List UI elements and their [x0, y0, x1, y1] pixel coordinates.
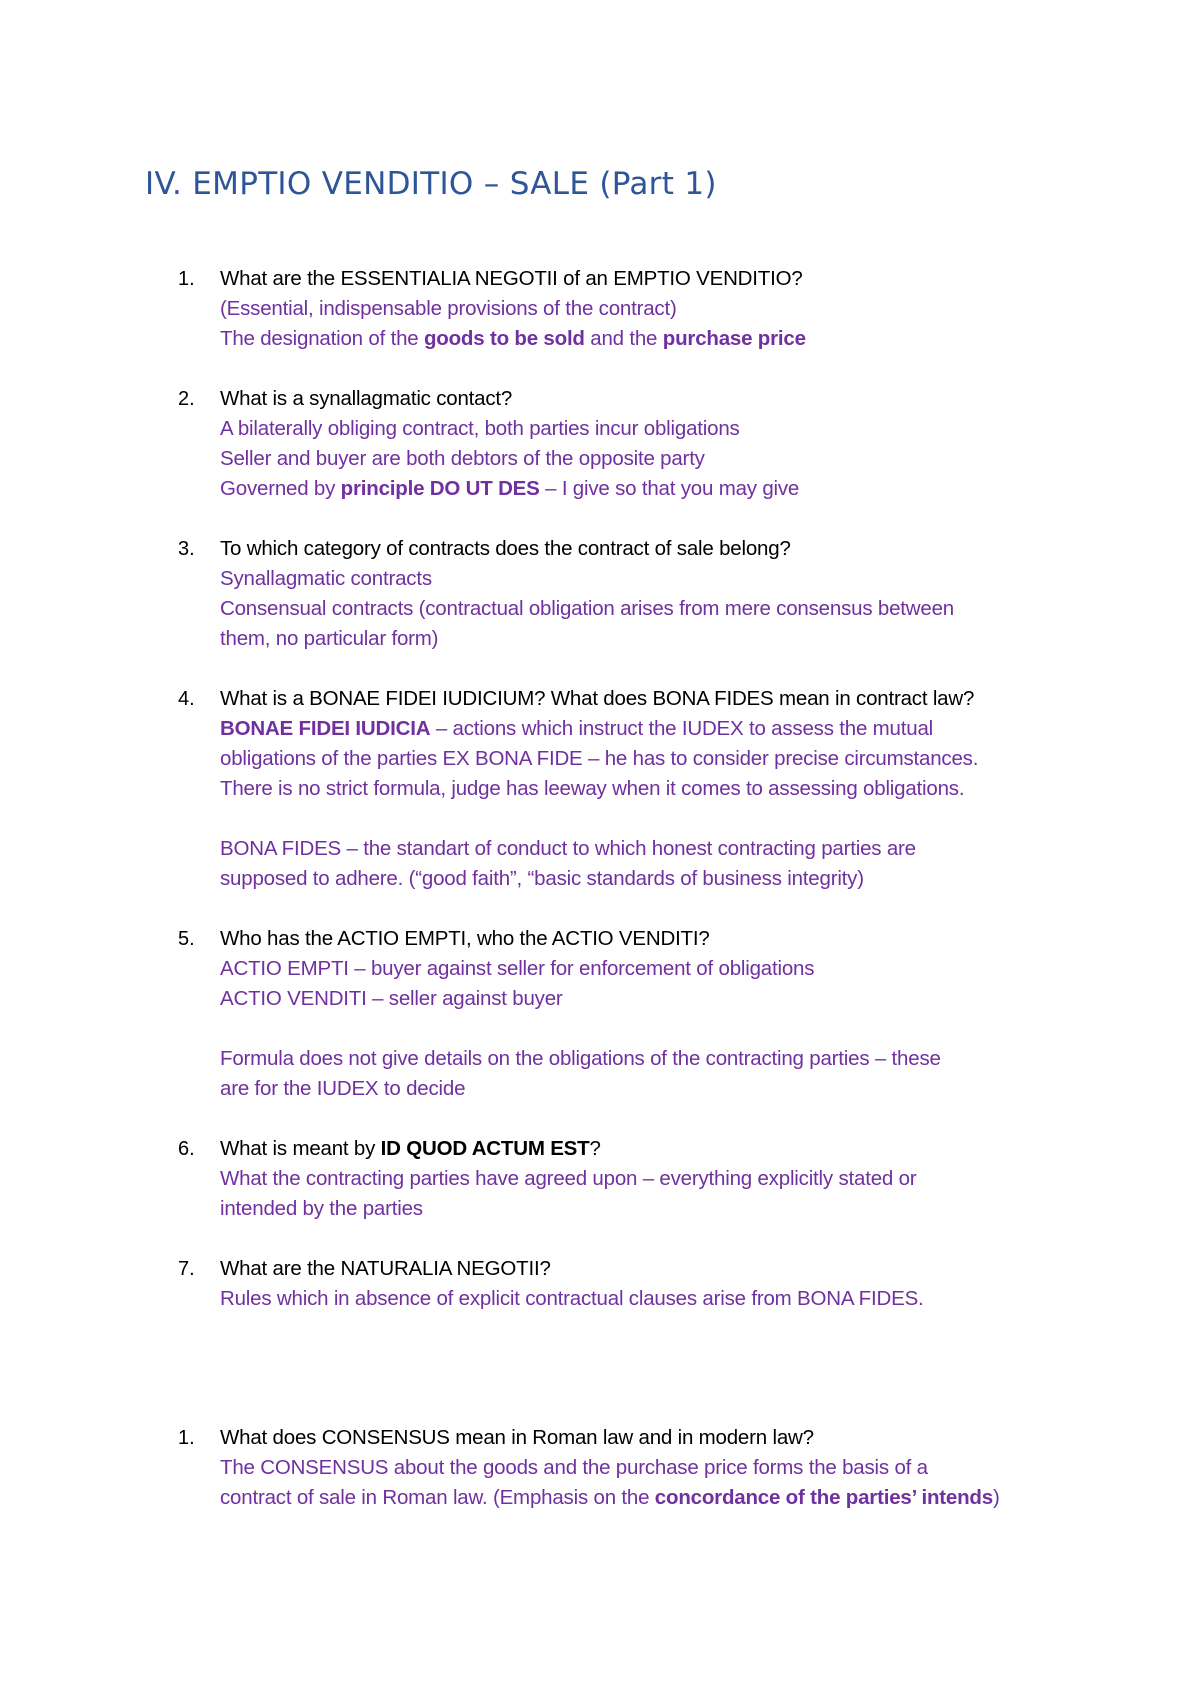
- answer-bold-text: purchase price: [662, 327, 806, 350]
- answer-line: Synallagmatic contracts: [220, 567, 432, 590]
- list-item-q3: [0, 534, 1200, 654]
- paragraph-gap: [220, 804, 1070, 834]
- question-text: What are the NATURALIA NEGOTII?: [220, 1257, 551, 1280]
- answer-text: and the: [584, 327, 663, 350]
- list-item-q4: [0, 684, 1200, 894]
- item-number: 4.: [178, 688, 195, 710]
- answer-text: – actions which instruct the IUDEX to assess the mutual: [430, 717, 933, 740]
- list-item-q6: [0, 1134, 1200, 1224]
- question-list: [0, 264, 1200, 1344]
- answer-line: ACTIO EMPTI – buyer against seller for enforcement of obligations: [220, 957, 815, 980]
- question-text: [220, 1134, 1070, 1164]
- answer-line: Formula does not give details on the obligations of the contracting parties – these: [220, 1047, 941, 1070]
- item-number: 1.: [178, 1427, 195, 1449]
- answer-line: BONA FIDES – the standart of conduct to which honest contracting parties are: [220, 837, 916, 860]
- item-number: 6.: [178, 1138, 195, 1160]
- answer-text: – I give so that you may give: [539, 477, 800, 500]
- list-item-q5: [0, 924, 1200, 1104]
- answer-line: [220, 324, 1070, 354]
- answer-line: A bilaterally obliging contract, both parties incur obligations: [220, 417, 740, 440]
- answer-line: [220, 474, 1070, 504]
- paragraph-gap: [220, 1014, 1070, 1044]
- question-text: What is a BONAE FIDEI IUDICIUM? What does BONA FIDES mean in contract law?: [220, 687, 975, 710]
- question-text: To which category of contracts does the contract of sale belong?: [220, 537, 791, 560]
- answer-line: supposed to adhere. (“good faith”, “basic standards of business integrity): [220, 867, 864, 890]
- answer-line: them, no particular form): [220, 627, 439, 650]
- question-text: What are the ESSENTIALIA NEGOTII of an EMPTIO VENDITIO?: [220, 267, 803, 290]
- item-number: 2.: [178, 388, 195, 410]
- answer-bold-text: BONAE FIDEI IUDICIA: [220, 717, 431, 740]
- answer-line: obligations of the parties EX BONA FIDE – he has to consider precise circumstances.: [220, 747, 979, 770]
- answer-line: The CONSENSUS about the goods and the purchase price forms the basis of a: [220, 1456, 928, 1479]
- answer-line: Rules which in absence of explicit contractual clauses arise from BONA FIDES.: [220, 1287, 924, 1310]
- page-title: IV. EMPTIO VENDITIO – SALE (Part 1): [145, 166, 717, 202]
- list-item-q2: [0, 384, 1200, 504]
- answer-bold-text: concordance of the parties’ intends: [654, 1486, 993, 1509]
- question-part: ?: [589, 1137, 601, 1160]
- list-item-q1: [0, 264, 1200, 354]
- answer-line: (Essential, indispensable provisions of the contract): [220, 297, 677, 320]
- answer-line: ACTIO VENDITI – seller against buyer: [220, 987, 563, 1010]
- answer-text: ): [992, 1486, 1000, 1509]
- item-number: 7.: [178, 1258, 195, 1280]
- answer-line: Seller and buyer are both debtors of the opposite party: [220, 447, 705, 470]
- question-part: What is meant by: [220, 1137, 381, 1160]
- answer-line: are for the IUDEX to decide: [220, 1077, 466, 1100]
- item-number: 3.: [178, 538, 195, 560]
- answer-text: The designation of the: [220, 327, 424, 350]
- answer-bold-text: principle DO UT DES: [340, 477, 540, 500]
- list-item-q7: [0, 1254, 1200, 1314]
- question-bold-part: ID QUOD ACTUM EST: [380, 1137, 590, 1160]
- answer-line: [220, 714, 1070, 744]
- question-text: Who has the ACTIO EMPTI, who the ACTIO VENDITI?: [220, 927, 710, 950]
- question-text: What does CONSENSUS mean in Roman law and in modern law?: [220, 1426, 814, 1449]
- second-question-list: [0, 1423, 1200, 1543]
- answer-line: [220, 1483, 1070, 1513]
- answer-line: There is no strict formula, judge has leeway when it comes to assessing obligations.: [220, 777, 965, 800]
- answer-line: What the contracting parties have agreed upon – everything explicitly stated or: [220, 1167, 917, 1190]
- answer-line: intended by the parties: [220, 1197, 423, 1220]
- answer-bold-text: goods to be sold: [423, 327, 585, 350]
- answer-text: contract of sale in Roman law. (Emphasis on the: [220, 1486, 655, 1509]
- item-number: 1.: [178, 268, 195, 290]
- answer-line: Consensual contracts (contractual obligation arises from mere consensus between: [220, 597, 954, 620]
- item-number: 5.: [178, 928, 195, 950]
- answer-text: Governed by: [220, 477, 341, 500]
- list-item-consensus: [0, 1423, 1200, 1513]
- question-text: What is a synallagmatic contact?: [220, 387, 513, 410]
